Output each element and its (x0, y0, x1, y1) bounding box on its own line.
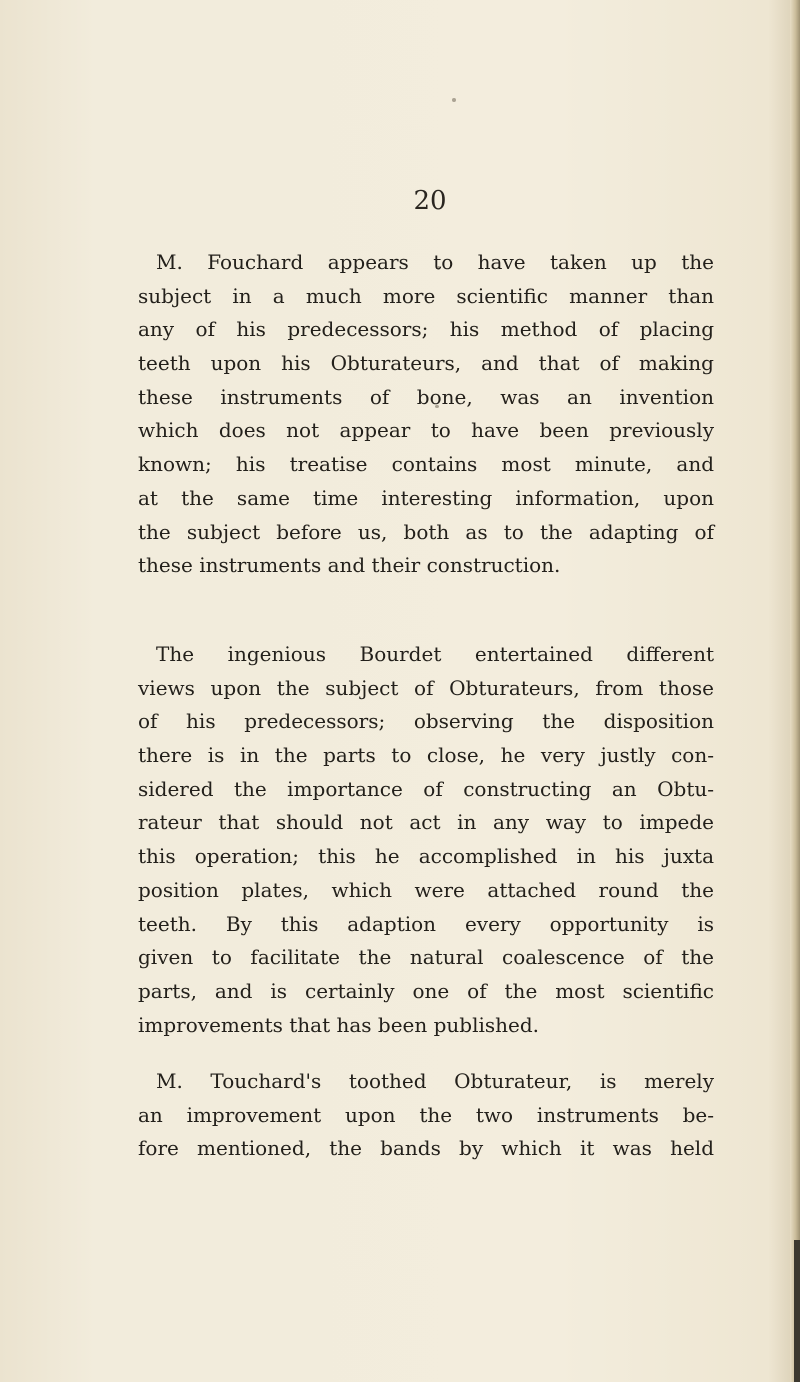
text-line: any of his predecessors; his method of placing (138, 317, 714, 342)
text-line: this operation; this he accomplished in his juxta (138, 844, 714, 869)
text-line: which does not appear to have been previously (138, 418, 714, 443)
text-line: sidered the importance of constructing an Obtu- (138, 776, 714, 801)
paragraph-3 (138, 1065, 714, 1166)
text-line: there is in the parts to close, he very justly con- (138, 743, 714, 768)
paper-speck (452, 98, 456, 102)
text-line: these instruments and their construction. (138, 553, 561, 578)
text-line: teeth upon his Obturateurs, and that of making (138, 351, 714, 376)
text-line: known; his treatise contains most minute, and (138, 452, 714, 477)
text-line: rateur that should not act in any way to impede (138, 810, 714, 835)
text-line: an improvement upon the two instruments be- (138, 1102, 714, 1127)
text-line: teeth. By this adaption every opportunity is (138, 911, 714, 936)
page-edge-dark-strip (794, 1240, 800, 1382)
text-line: subject in a much more scientific manner than (138, 283, 714, 308)
paragraph-2 (138, 638, 714, 1042)
text-line: the subject before us, both as to the adapting of (138, 519, 714, 544)
text-line: The ingenious Bourdet entertained different (156, 642, 714, 666)
text-line: position plates, which were attached round the (138, 877, 714, 902)
text-line: these instruments of bone, was an invention (138, 384, 714, 409)
text-line: M. Touchard's toothed Obturateur, is merely (156, 1069, 714, 1093)
text-line: parts, and is certainly one of the most scientific (138, 978, 714, 1003)
text-line: improvements that has been published. (138, 1012, 540, 1037)
paragraph-1 (138, 246, 714, 583)
text-line: given to facilitate the natural coalescence of the (138, 945, 714, 970)
text-line: views upon the subject of Obturateurs, from those (138, 675, 714, 700)
text-line: at the same time interesting information, upon (138, 485, 714, 510)
page-number: 20 (413, 186, 447, 216)
text-line: M. Fouchard appears to have taken up the (156, 250, 714, 274)
text-line: fore mentioned, the bands by which it was held (138, 1136, 714, 1161)
text-line: of his predecessors; observing the disposition (138, 709, 714, 734)
